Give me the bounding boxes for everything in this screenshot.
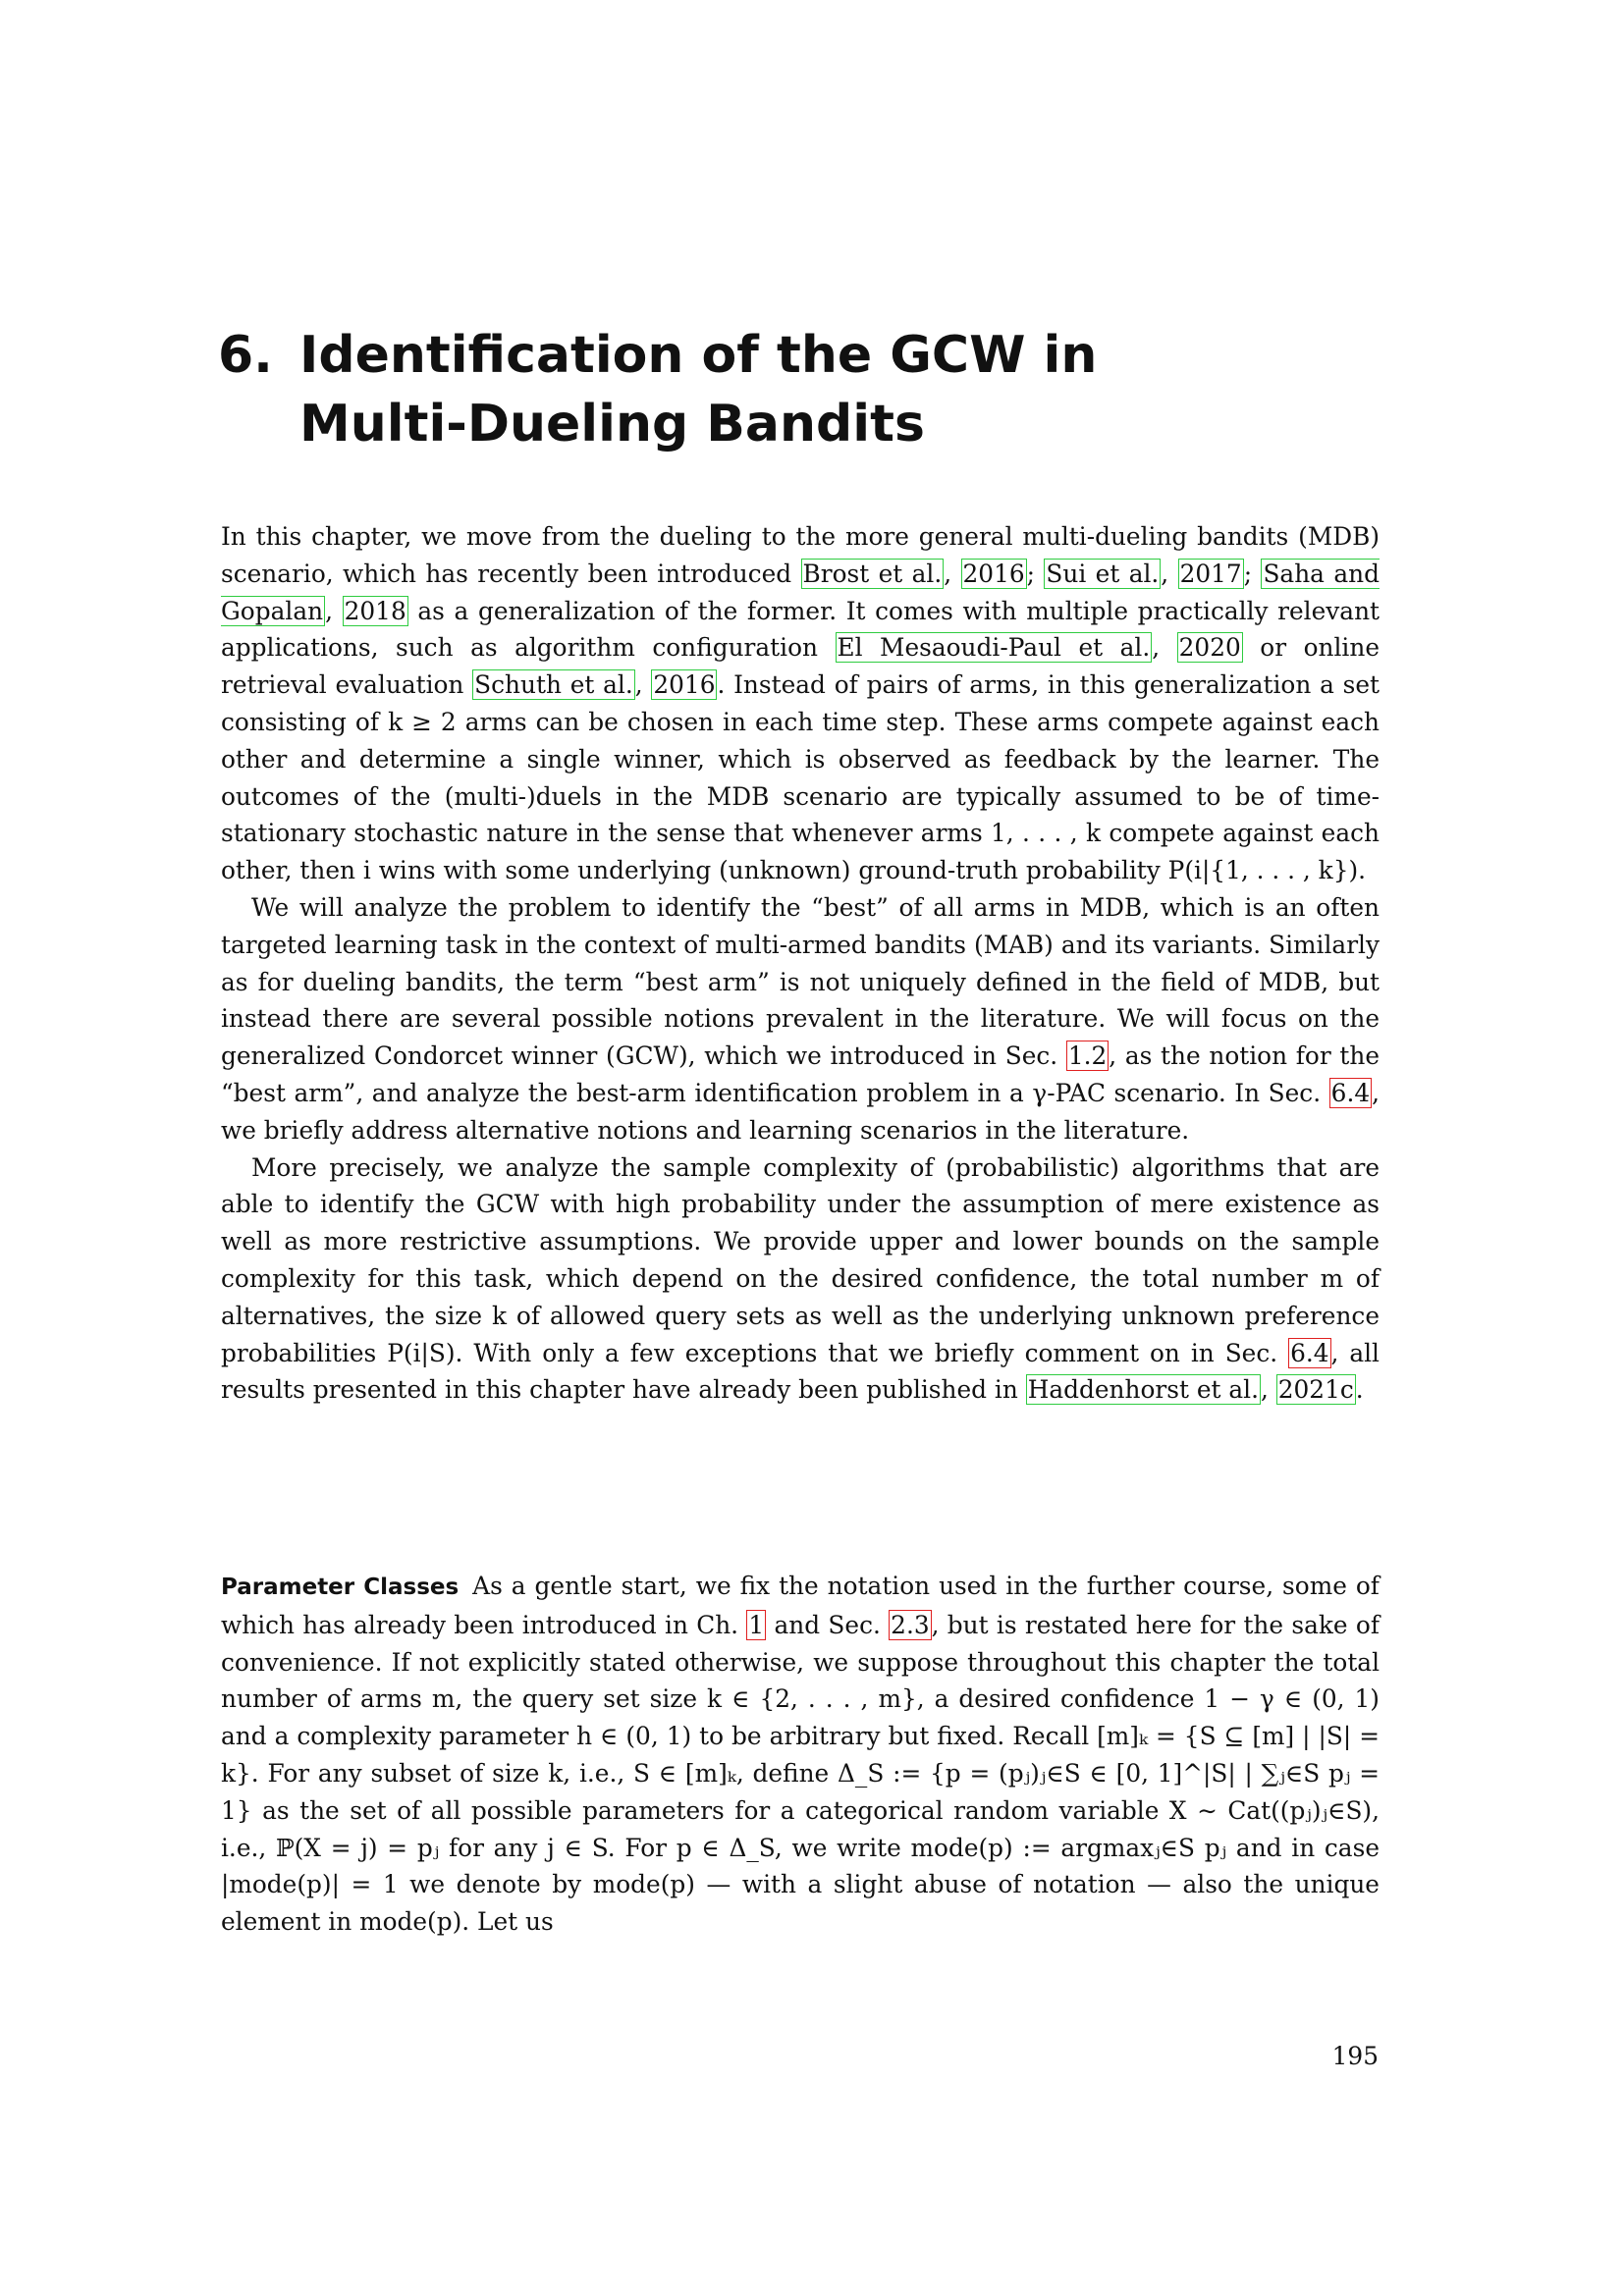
citation-year-link[interactable]: 2020 [1178, 633, 1241, 663]
citation-link[interactable]: Sui et al. [1046, 559, 1160, 588]
citation-link[interactable]: Schuth et al. [474, 670, 633, 700]
citation-link[interactable]: Brost et al. [802, 559, 943, 588]
chapter-title-line-1: Identification of the GCW in [299, 326, 1098, 385]
chapter-title-line-2: Multi-Dueling Bandits [299, 395, 925, 454]
text-run: In this chapter, we move from the dueling to the more general multi-dueling bandits (MDB) scenario, which has recently been introduced [221, 522, 1380, 588]
text-run: or online retrieval evaluation [221, 633, 1380, 700]
paragraph-parameter-classes: Parameter Classes As a gentle start, we fix the notation used in the further course, some of which has already been introduced in Ch. 1 and Sec. 2.3, but is restated here for the sake of convenience. If not explicitly stated otherwise, we suppose throughout this chapter the total number of arms m, the query set size k ∈ {2, . . . , m}, a desired confidence 1 − γ ∈ (0, 1) and a complexity parameter h ∈ (0, 1) to be arbitrary but fixed. Recall [m]ₖ = {S ⊆ [m] | |S| = k}. For any subset of size k, i.e., S ∈ [m]ₖ, define Δ_S := {p = (pⱼ)ⱼ∈S ∈ [0, 1]^|S| | ∑ⱼ∈S pⱼ = 1} as the set of all possible parameters for a categorical random variable X ∼ Cat((pⱼ)ⱼ∈S), i.e., ℙ(X = j) = pⱼ for any j ∈ S. For p ∈ Δ_S, we write mode(p) := argmaxⱼ∈S pⱼ and in case |mode(p)| = 1 we denote by mode(p) — with a slight abuse of notation — also the unique element in mode(p). Let us [221, 1572, 1380, 1937]
text-run: , we briefly address alternative notions and learning scenarios in the literature. [221, 1078, 1380, 1145]
chapter-number: 6. [218, 326, 273, 385]
citation-year-link[interactable]: 2018 [344, 596, 406, 625]
section-reference-link[interactable]: 2.3 [891, 1610, 930, 1639]
text-run: , all results presented in this chapter have already been published in [221, 1338, 1380, 1405]
citation-year-link[interactable]: 2017 [1179, 559, 1242, 588]
citation-link[interactable]: Saha and Gopalan [221, 559, 1380, 625]
paragraph-intro: In this chapter, we move from the dueling to the more general multi-dueling bandits (MDB) scenario, which has recently been introduced Brost et al., 2016; Sui et al., 2017; Saha and Gopalan, 2018 as a generalization of the former. It comes with multiple practically relevant applications, such as algorithm configuration El Mesaoudi-Paul et al., 2020 or online retrieval evaluation Schuth et al., 2016. Instead of pairs of arms, in this generalization a set consisting of k ≥ 2 arms can be chosen in each time step. These arms compete against each other and determine a single winner, which is observed as feedback by the learner. The outcomes of the (multi-)duels in the MDB scenario are typically assumed to be of time-stationary stochastic nature in the sense that whenever arms 1, . . . , k compete against each other, then i wins with some underlying (unknown) ground-truth probability P(i|{1, . . . , k}). [221, 522, 1380, 885]
parameter-classes-block [221, 1568, 1380, 1941]
citation-year-link[interactable]: 2016 [653, 670, 716, 700]
text-run: as a generalization of the former. It comes with multiple practically relevant applications, such as algorithm configuration [221, 596, 1380, 663]
section-reference-link[interactable]: 6.4 [1290, 1338, 1329, 1367]
citation-year-link[interactable]: 2021c [1277, 1375, 1354, 1405]
citation-link[interactable]: El Mesaoudi-Paul et al. [837, 633, 1151, 663]
citation-year-link[interactable]: 2016 [962, 559, 1025, 588]
run-in-heading: Parameter Classes [221, 1575, 460, 1600]
chapter-reference-link[interactable]: 1 [748, 1610, 765, 1639]
text-run: . Instead of pairs of arms, in this generalization a set consisting of k ≥ 2 arms can be chosen in each time step. These arms compete against each other and determine a single winner, which is observed as feedback by the learner. The outcomes of the (multi-)duels in the MDB scenario are typically assumed to be of time-stationary stochastic nature in the sense that whenever arms 1, . . . , k compete against each other, then i wins with some underlying (unknown) ground-truth probability P(i|{1, . . . , k}). [221, 670, 1380, 885]
paragraph-best-arm [221, 889, 1380, 1149]
paragraph-sample-complexity: More precisely, we analyze the sample complexity of (probabilistic) algorithms that are able to identify the GCW with high probability under the assumption of mere existence as well as more restrictive assumptions. We provide upper and lower bounds on the sample complexity for this task, which depend on the desired confidence, the total number m of alternatives, the size k of allowed query sets as well as the underlying unknown preference probabilities P(i|S). With only a few exceptions that we briefly comment on in Sec. 6.4, all results presented in this chapter have already been published in Haddenhorst et al., 2021c. [221, 1152, 1380, 1405]
text-run: , but is restated here for the sake of convenience. If not explicitly stated otherwise, we suppose throughout this chapter the total number of arms m, the query set size k ∈ {2, . . . , m}, a desired confidence 1 − γ ∈ (0, 1) and a complexity parameter h ∈ (0, 1) to be arbitrary but fixed. Recall [m]ₖ = {S ⊆ [m] | |S| = k}. For any subset of size k, i.e., S ∈ [m]ₖ, define Δ_S := {p = (pⱼ)ⱼ∈S ∈ [0, 1]^|S| | ∑ⱼ∈S pⱼ = 1} as the set of all possible parameters for a categorical random variable X ∼ Cat((pⱼ)ⱼ∈S), i.e., ℙ(X = j) = pⱼ for any j ∈ S. For p ∈ Δ_S, we write mode(p) := argmaxⱼ∈S pⱼ and in case |mode(p)| = 1 we denote by mode(p) — with a slight abuse of notation — also the unique element in mode(p). Let us [221, 1610, 1380, 1937]
text-run: We will analyze the problem to identify the “best” of all arms in MDB, which is an often targeted learning task in the context of multi-armed bandits (MAB) and its variants. Similarly as for dueling bandits, the term “best arm” is not uniquely defined in the field of MDB, but instead there are several possible notions prevalent in the literature. We will focus on the generalized Condorcet winner (GCW), which we introduced in Sec. [221, 892, 1380, 1071]
body-text-block [221, 518, 1380, 1409]
text-run: As a gentle start, we fix the notation used in the further course, some of which has already been introduced in Ch. [221, 1572, 1380, 1639]
page-number: 195 [1331, 2042, 1379, 2070]
section-reference-link[interactable]: 1.2 [1067, 1041, 1108, 1071]
text-run: , as the notion for the “best arm”, and analyze the best-arm identification problem in a γ-PAC scenario. In Sec. [221, 1041, 1380, 1107]
citation-link[interactable]: Haddenhorst et al. [1027, 1375, 1259, 1405]
text-run: More precisely, we analyze the sample complexity of (probabilistic) algorithms that are able to identify the GCW with high probability under the assumption of mere existence as well as more restrictive assumptions. We provide upper and lower bounds on the sample complexity for this task, which depend on the desired confidence, the total number m of alternatives, the size k of allowed query sets as well as the underlying unknown preference probabilities P(i|S). With only a few exceptions that we briefly comment on in Sec. [221, 1152, 1380, 1367]
section-reference-link[interactable]: 6.4 [1330, 1078, 1371, 1107]
